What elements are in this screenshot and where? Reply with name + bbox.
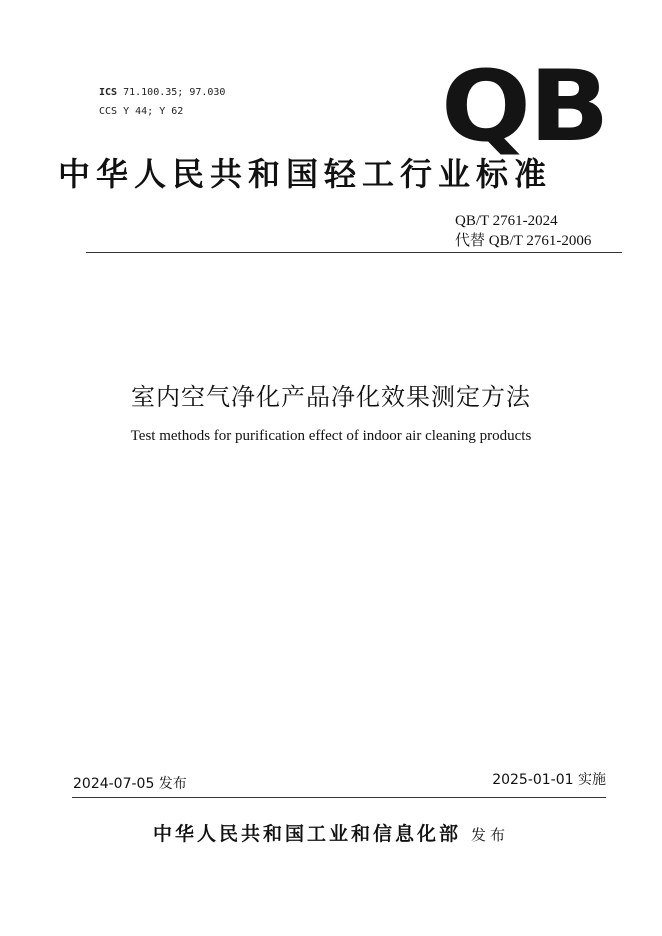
bottom-divider [72,797,606,798]
publisher-name: 中华人民共和国工业和信息化部 [152,823,461,845]
implementation-date: 2025-01-01 实施 [492,772,606,788]
standard-number-block [455,211,591,251]
standard-number: QB/T 2761-2024 [455,213,558,229]
ccs-value: Y 44; Y 62 [123,106,184,117]
classification-codes [99,83,225,121]
title-chinese: 室内空气净化产品净化效果测定方法 [131,383,531,411]
top-divider [86,252,622,253]
title-english: Test methods for purification effect of indoor air cleaning products [130,428,532,444]
ccs-label: CCS [99,106,118,117]
qb-logo: QB [441,50,608,164]
ics-code [99,83,225,102]
issuing-standard-category: 中华人民共和国轻工行业标准 [58,155,553,193]
issue-date: 2024-07-05 发布 [73,776,187,792]
replaced-standard: 代替 QB/T 2761-2006 [455,233,592,249]
publisher [0,819,662,846]
ccs-code [99,102,225,121]
ics-label: ICS [99,87,118,98]
ics-value: 71.100.35; 97.030 [123,87,226,98]
publisher-suffix: 发布 [471,826,510,844]
